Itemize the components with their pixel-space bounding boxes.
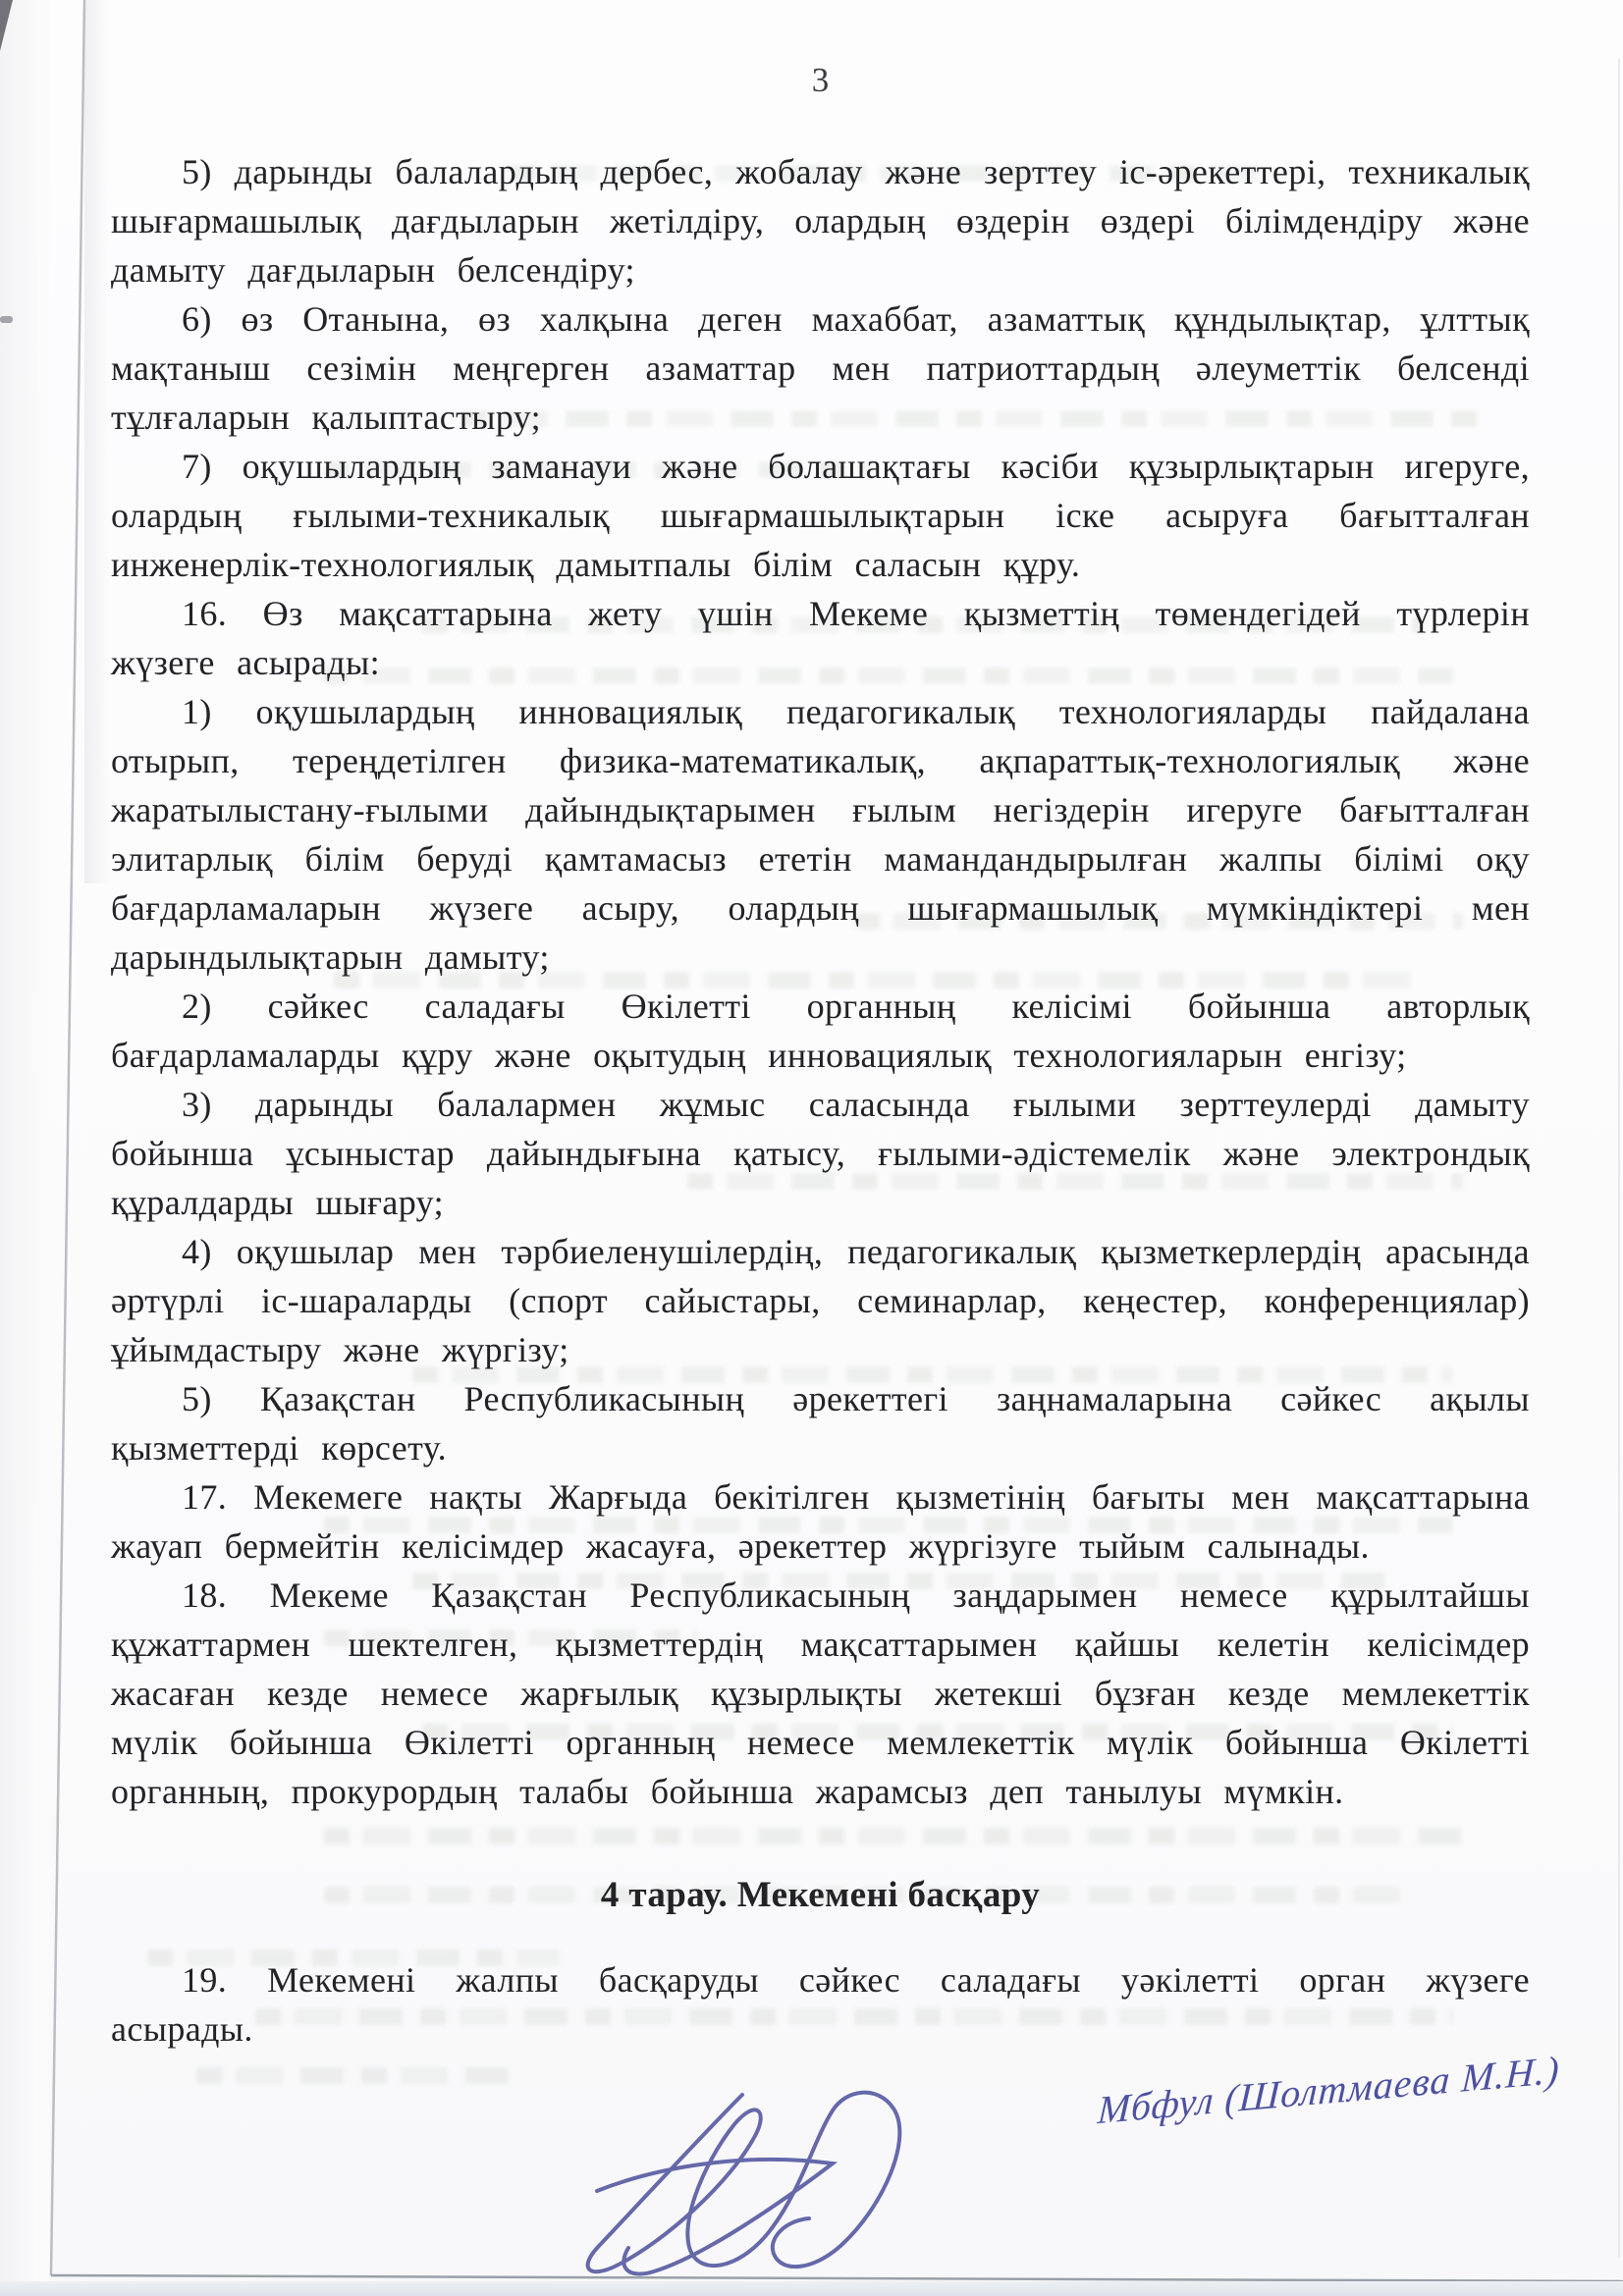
paragraph-16-item-4: 4) оқушылар мен тәрбиеленушілердің, педагогикалық қызметкерлердің арасында әртүрлі іс-шараларды (спорт сайыстары, семинарлар, кеңестер, конференциялар) ұйымдастыру және жүргізу; <box>111 1232 1530 1369</box>
paragraph-item-6: 6) өз Отанына, өз халқына деген махаббат, азаматтық құндылықтар, ұлттық мақтаныш сезімін меңгерген азаматтар мен патриоттардың әлеуметтік белсенді тұлғаларын қалыптастыру; <box>111 299 1530 437</box>
paragraph-16: 16. Өз мақсаттарына жету үшін Мекеме қызметтің төмендегідей түрлерін жүзеге асырады: <box>111 594 1530 682</box>
paragraph-16-item-2: 2) сәйкес саладағы Өкілетті органның келісімі бойынша авторлық бағдарламаларды құру және оқытудың инновациялық технологияларын енгізу; <box>111 987 1530 1075</box>
paragraph-19: 19. Мекемені жалпы басқаруды сәйкес саладағы уәкілетті орган жүзеге асырады. <box>111 1960 1530 2049</box>
paragraph-16-item-3: 3) дарынды балалармен жұмыс саласында ғылыми зерттеулерді дамыту бойынша ұсыныстар дайындығына қатысу, ғылыми-әдістемелік және электрондық құралдарды шығару; <box>111 1085 1530 1222</box>
paragraph-item-7: 7) оқушылардың заманауи және болашақтағы кәсіби құзырлықтарын игеруге, олардың ғылыми-техникалық шығармашылықтарын іске асыруға бағытталған инженерлік-технологиялық дамытпалы білім саласын құру. <box>111 447 1530 584</box>
paper-crease-shadow <box>84 0 110 883</box>
page-number: 3 <box>811 61 830 99</box>
bleed-through-artifact <box>196 2067 511 2084</box>
paragraph-16-item-1: 1) оқушылардың инновациялық педагогикалық технологияларды пайдалана отырып, тереңдетілген физика-математикалық, ақпараттық-технологиялық және жаратылыстану-ғылыми дайындықтарымен ғылым негіздерін игеруге бағытталған элитарлық білім беруді қамтамасыз ететін мамандандырылған жалпы білімі оқу бағдарламаларын жүзеге асыру, олардың шығармашылық мүмкіндіктері мен дарындылықтарын дамыту; <box>111 692 1530 977</box>
signature-flourish <box>538 2073 1000 2284</box>
paragraph-17: 17. Мекемеге нақты Жарғыда бекітілген қызметінің бағыты мен мақсаттарына жауап бермейтін келісімдер жасауға, әрекеттер жүргізуге тыйым салынады. <box>111 1477 1530 1566</box>
paragraph-18: 18. Мекеме Қазақстан Республикасының заңдарымен немесе құрылтайшы құжаттармен шектелген, қызметтердің мақсаттарымен қайшы келетін келісімдер жасаған кезде немесе жарғылық құзырлықты жетекші бұзған кезде мемлекеттік мүлік бойынша Өкілетті органның немесе мемлекеттік мүлік бойынша Өкілетті органның, прокурордың талабы бойынша жарамсыз деп танылуы мүмкін. <box>111 1575 1530 1811</box>
scan-corner-artifact <box>0 0 13 51</box>
scan-edge-mark <box>0 316 13 323</box>
scanner-background-strip <box>0 2281 1623 2296</box>
paragraph-item-5: 5) дарынды балалардың дербес, жобалау және зерттеу іс-әрекеттері, техникалық шығармашылық дағдыларын жетілдіру, олардың өздерін өздері білімдендіру және дамыту дағдыларын белсендіру; <box>111 152 1530 290</box>
signature-handwritten-note: Мбфул (Шолтмаева М.Н.) <box>1096 2047 1561 2133</box>
document-body <box>111 147 1530 2054</box>
paragraph-16-item-5: 5) Қазақстан Республикасының әрекеттегі заңнамаларына сәйкес ақылы қызметтерді көрсету. <box>111 1379 1530 1468</box>
chapter-heading: 4 тарау. Мекемені басқару <box>600 1875 1041 1915</box>
scanner-left-strip <box>0 0 49 2296</box>
